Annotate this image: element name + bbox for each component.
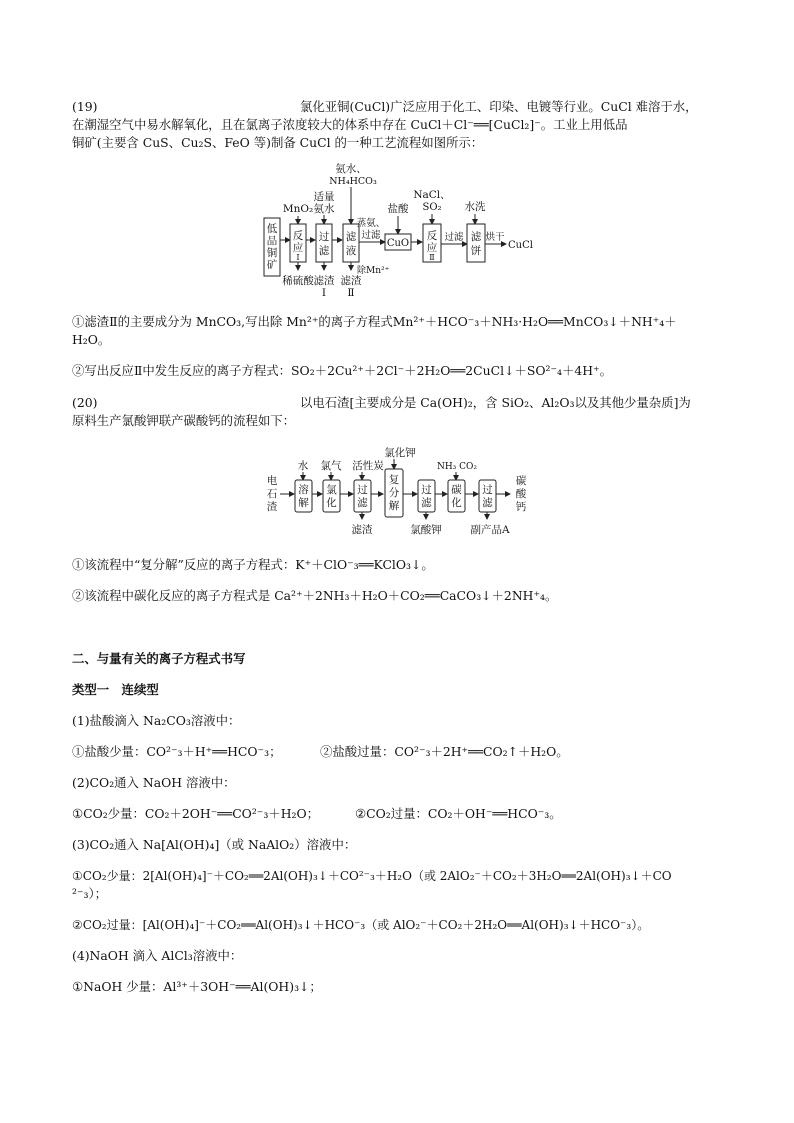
q19-below3a: 滤渣: [340, 275, 362, 287]
q19-answer1: ①滤渣Ⅱ的主要成分为 MnCO₃,写出除 Mn²⁺的离子方程式Mn²⁺＋HCO⁻₃＋NH₃·H₂O══MnCO₃↓＋NH⁺₄＋: [72, 314, 677, 329]
q19-reagent-nacl2: SO₂: [422, 202, 442, 213]
q19-flowchart: [258, 160, 558, 300]
q20-answer2: ②该流程中碳化反应的离子方程式是 Ca²⁺＋2NH₃＋H₂O＋CO₂══CaCO₃↓＋2NH⁺₄。: [72, 588, 558, 603]
q20-b5-text: 过滤: [421, 484, 432, 509]
q20-b2-text: 氯化: [326, 484, 337, 509]
q19-reagent-ammonia: 适量氨水: [313, 191, 335, 215]
s2-p2b: ②CO₂过量：CO₂＋OH⁻══HCO⁻₃。: [355, 806, 562, 821]
q19-below2b: Ⅰ: [321, 287, 327, 299]
s2-p4a: ①NaOH 少量：Al³⁺＋3OH⁻══Al(OH)₃↓；: [72, 979, 322, 994]
q20-answer1: ①该流程中“复分解”反应的离子方程式：K⁺＋ClO⁻₃══KClO₃↓。: [72, 557, 434, 572]
section2-title: 二、与量有关的离子方程式书写: [72, 651, 246, 666]
q20-b1-text: 溶解: [298, 484, 309, 509]
q19-below1: 稀硫酸: [282, 275, 314, 287]
s2-p3: (3)CO₂通入 Na[Al(OH)₄]（或 NaAlO₂）溶液中：: [72, 837, 357, 852]
q19-reagent-water: 水洗: [464, 201, 486, 213]
q19-side3: 除Mn²⁺: [357, 266, 390, 276]
q19-reagent-nacl1: NaCl、: [413, 189, 451, 201]
q20-b6-text: 碳化: [451, 484, 462, 509]
q19-start-c1: 低: [266, 223, 278, 235]
q20-r3: 活性炭: [352, 460, 384, 472]
q19-line2: 在潮湿空气中易水解氧化，且在氯离子浓度较大的体系中存在 CuCl＋Cl⁻══[CuCl₂]⁻。工业上用低品: [72, 117, 628, 132]
q19-reagent-hcl: 盐酸: [387, 203, 409, 215]
q19-box4-text: CuO: [386, 238, 410, 249]
q19-answer2: ②写出反应Ⅱ中发生反应的离子方程式：SO₂＋2Cu²⁺＋2Cl⁻＋2H₂O══2CuCl↓＋SO²⁻₄＋4H⁺。: [72, 363, 612, 378]
s2-p4: (4)NaOH 滴入 AlCl₃溶液中：: [72, 948, 243, 963]
q19-reagent-top1: 氨水、: [335, 163, 367, 175]
q19-below3b: Ⅱ: [347, 287, 355, 299]
q19-box3-text: 滤液: [345, 231, 357, 257]
q20-line2: 原料生产氯酸钾联产碳酸钙的流程如下：: [72, 413, 296, 428]
q19-start-c2: 品: [266, 235, 278, 247]
q20-end: 碳酸钙: [515, 475, 527, 513]
q19-box5-text: 反应 Ⅱ: [426, 230, 438, 262]
q20-flowchart: [262, 440, 537, 540]
q19-below2a: 滤渣: [313, 275, 335, 287]
q19-line3: 铜矿(主要含 CuS、Cu₂S、FeO 等)制备 CuCl 的一种工艺流程如图所示：: [72, 135, 484, 150]
q20-r1: 水: [297, 460, 309, 472]
q19-mid3: 蒸氨、过滤: [356, 218, 386, 241]
q20-o7: 副产品A: [470, 524, 510, 536]
q20-b3-text: 过滤: [357, 484, 368, 509]
q20-r2: 氯气: [320, 460, 342, 472]
q19-box2-text: 过滤: [318, 231, 330, 257]
q19-box6-text: 滤饼: [470, 231, 482, 257]
s2-p1a: ①盐酸少量：CO²⁻₃＋H⁺══HCO⁻₃；: [72, 744, 282, 759]
s2-p3a: ①CO₂少量：2[Al(OH)₄]⁻＋CO₂══2Al(OH)₃↓＋CO²⁻₃＋H₂O（或 2AlO₂⁻＋CO₂＋3H₂O══2Al(OH)₃↓＋CO: [72, 869, 672, 883]
q19-start-text: [267, 223, 278, 271]
q19-end: CuCl: [508, 240, 533, 251]
section2-type1: 类型一 连续型: [72, 682, 159, 697]
q20-r4: 氯化钾: [384, 447, 416, 459]
q19-mid5: 过滤: [444, 232, 464, 243]
q19-number: (19): [72, 99, 98, 114]
q19-answer1-cont: H₂O。: [72, 332, 111, 347]
q19-start-c3: 铜: [266, 247, 278, 259]
q19-reagent-mno2: MnO₂: [282, 203, 314, 215]
s2-p3a2: ²⁻₃）；: [72, 886, 108, 901]
q19-box1-text: 反应 Ⅰ: [292, 230, 304, 262]
q20-o3: 滤渣: [351, 524, 373, 536]
q19-start-c4: 矿: [266, 259, 278, 271]
s2-p1b: ②盐酸过量：CO²⁻₃＋2H⁺══CO₂↑＋H₂O。: [320, 744, 569, 759]
q20-b7-text: 过滤: [482, 484, 493, 509]
q20-intro: 以电石渣[主要成分是 Ca(OH)₂，含 SiO₂、Al₂O₃以及其他少量杂质]为: [300, 395, 691, 410]
s2-p2a: ①CO₂少量：CO₂＋2OH⁻══CO²⁻₃＋H₂O；: [72, 806, 320, 821]
q20-number: (20): [72, 395, 98, 410]
q19-mid6: 烘干: [485, 232, 505, 243]
s2-p3b: ②CO₂过量：[Al(OH)₄]⁻＋CO₂══Al(OH)₃↓＋HCO⁻₃（或 AlO₂⁻＋CO₂＋2H₂O══Al(OH)₃↓＋HCO⁻₃）。: [72, 918, 650, 932]
q19-reagent-top2: NH₄HCO₃: [329, 176, 377, 187]
q20-r6: NH₃ CO₂: [436, 462, 478, 472]
q20-b4-text: 复分解: [388, 474, 400, 512]
q19-intro: 氯化亚铜(CuCl)广泛应用于化工、印染、电镀等行业。CuCl 难溶于水，: [300, 99, 698, 114]
s2-p2: (2)CO₂通入 NaOH 溶液中：: [72, 775, 236, 790]
q20-o5: 氯酸钾: [410, 524, 442, 536]
s2-p1: (1)盐酸滴入 Na₂CO₃溶液中：: [72, 713, 241, 728]
q20-start: 电石渣: [266, 475, 278, 513]
